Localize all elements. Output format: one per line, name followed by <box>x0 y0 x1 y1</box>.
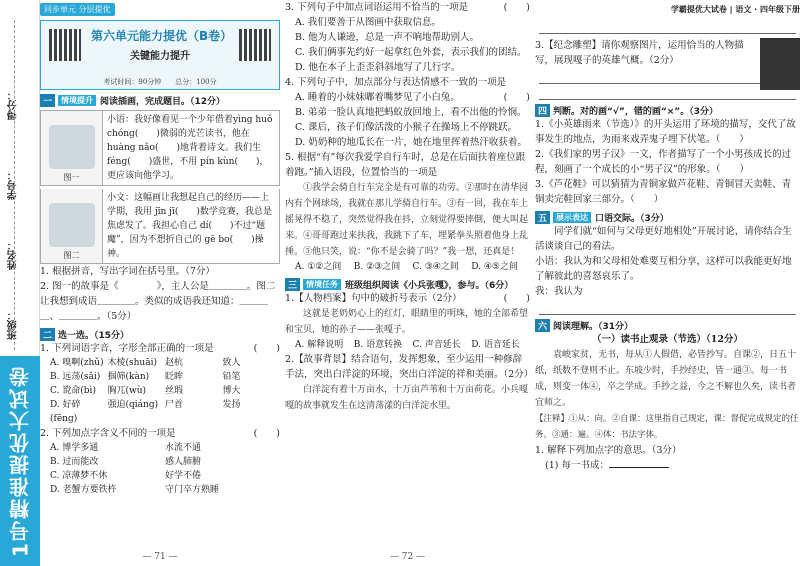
page-header-right <box>535 0 800 18</box>
title-box <box>40 20 280 90</box>
question-9: 1. 解释下列加点字的意思。（3分） <box>535 445 682 456</box>
illustration-1: 图一 小语：我好像看见一个少年借着yìng huǒ chóng( )微弱的光芒读书，他在huàng nǎo( )地背着诗文。我们生 féng( )盛世，不用 pín kùn( )，更应该向他学习。 <box>40 110 280 186</box>
exam-meta: 考试时间：90分钟 总分：100分 <box>103 78 217 86</box>
question-1: 1. 根据拼音，写出字词在括号里。（7分） <box>40 266 215 277</box>
section-1-heading: 一 情境提升 阅读插画，完成题目。（12分） <box>40 94 280 107</box>
answer-line[interactable] <box>539 18 796 34</box>
class-label: 班级： <box>8 310 19 340</box>
page-71 <box>40 0 280 566</box>
passage-6: 这就是老奶奶心上的红灯，眼睛里的明珠，她的全部希望和宝贝，她的孙子——张嘎子。 <box>285 309 529 335</box>
score-label: 得分： <box>8 90 19 120</box>
qr-code-icon <box>239 29 271 61</box>
judge-list: 1.《小英雄雨来（节选）》的开头运用了环境的描写，交代了故事发生的地点，为雨来戏弄鬼子埋下伏笔。（ ） 2.《我们家的男子汉》一文，作者描写了一个小男孩成长的过程，刻画了一个成长的小“男子汉”的形象。（ ） 3.《芦花鞋》可以猜猜为青铜家做芦花鞋、青铜冒天卖鞋、青铜卖完鞋回家三部分。（ ） <box>535 119 796 205</box>
question-2: 2. 图一的故事是《 》，主人公是＿＿＿＿。图二让我想到成语＿＿＿＿。类似的成语我还知道：＿＿＿＿、＿＿＿＿。（5分） <box>40 281 276 322</box>
question-5: 5. 根据“有”每次我爱学自行车时，总是在后面扶着座位跟着跑。”插入语段，位置恰当的一项是 <box>285 152 526 178</box>
section-2-heading: 二 选一选。（15分） <box>40 328 280 341</box>
illustration-2: 图二 小文：这幅画让我想起自己的经历——上学期，我用 jīn jī( )数学竞赛，我总是焦虑发了。我担心自己 dí( )不过“题魔”，因为不想折自己的 gē bo( )操神。 <box>40 189 280 264</box>
section-4-heading: 四 判断。对的画“√”，错的画“×”。（3分） <box>535 104 800 117</box>
qr-code-icon <box>49 29 81 61</box>
reading-boy-image <box>49 125 95 169</box>
options-4: A. 睡着的小妹妹嘟着嘴梦见了小白兔。 B. 弟弟一脸认真地把蚂蚁放回地上，看不出他的怜悯。 C. 课后，孩子们像活泼的小猴子在操场上不停跳跃。 D. 奶奶种的地瓜长在一片，她在地里挥着热汗收获着。 <box>295 92 527 148</box>
question-3: 3. 下列句子中加点词语运用不恰当的一项是 ( ) <box>285 2 530 13</box>
annotations: 【注释】①从：向。②自课：这里指自己规定，课：督促完成规定的任务。③通：遍。④体：书法字体。 <box>535 414 799 440</box>
section-5-heading: 五 展示表达 口语交际。（3分） <box>535 211 800 224</box>
page-number: — 71 — <box>142 552 178 562</box>
brand-logo: 1号精准提优大试卷 <box>0 356 40 566</box>
options-6: A. 解释说明 B. 语意转换 C. 声音延长 D. 语音延长 <box>295 340 520 350</box>
page-header <box>40 0 280 18</box>
passage-2: 小文：这幅画让我想起自己的经历——上学期，我用 jīn jī( )数学竞赛，我总是焦虑发了。我担心自己 dí( )不过“题魔”，因为不想折自己的 gē bo( )操神。 <box>107 193 272 259</box>
reading-title: （一）读书止观录（节选）（12分） <box>592 334 743 345</box>
section-5-example: 小语：我认为和父母相处难要互相分享，这样可以我能更好地了解彼此的喜怒哀乐了。 <box>535 256 792 282</box>
answer-line[interactable] <box>539 299 796 315</box>
section-3-heading: 三 情境任务 班级组织阅读《小兵张嘎》，参与。（6分） <box>285 278 530 291</box>
options-2-2: A. 博学多通 水流不通 B. 过而能改 感人肺腑 C. 凉薄梦不休 好学不倦 D. 老蟹方要铁杵 守门卒方熟睡 <box>50 443 220 495</box>
name-label: 姓名： <box>8 240 19 270</box>
options-2-1: A. 嗅啊(zhǔ) 木棱(shuāi) 赵杭 致人 B. 远荡(sǎi) 掴筛(kàn) 眨眸 铅笔 C. 谠命(bì) 胸兀(wù) 丝瑕 博大 D. 好碎(fēng) 强迫(qiáng) 尸首 发扬 <box>50 358 241 424</box>
student-no-label: 学号： <box>8 170 19 200</box>
unit-tag: 同步单元 分层提优 <box>40 3 115 16</box>
page-subtitle: 关键能力提升 <box>130 51 190 62</box>
page-number: — 72 — <box>389 552 426 562</box>
passage-1: 小语：我好像看见一个少年借着yìng huǒ chóng( )微弱的光芒读书，他在huàng nǎo( )地背着诗文。我们生 féng( )盛世，不用 pín kùn( )，更应该向他学习。 <box>107 115 273 181</box>
cut-line <box>14 20 15 350</box>
passage-7: 白洋淀有着十万亩水，十万亩芦苇和十万亩荷花。小兵嘎嘎的故事就发生在这清荡漾的白洋淀水里。 <box>285 385 529 411</box>
page-72 <box>285 0 534 566</box>
options-3: A. 我们要善于从图画中获取信息。 B. 他为人谦逊，总是一声不响地帮助别人。 C. 我们俩事先约好一起拿红色外套，表示我们的团结。 D. 他在本子上歪歪斜斜地写了几行字。 <box>295 17 527 73</box>
answer-line[interactable] <box>539 68 796 84</box>
question-8: 3.【纪念雕塑】请你观察图片，运用恰当的人物描写，展现嘎子的英雄气概。（2分） <box>535 38 800 68</box>
question-2-1: 1. 下列词语字音，字形全部正确的一项是 ( ) <box>40 343 280 354</box>
binding-sidebar <box>0 0 40 566</box>
question-7: 2.【故事背景】结合语句，发挥想象，至少运用一种修辞手法，突出白洋淀的环境，突出白洋淀的祥和美丽。（2分） <box>285 354 534 380</box>
page-title: 第六单元能力提优（B卷） <box>91 29 233 43</box>
series-title: 学霸提优大试卷 | 语文 · 四年级下册 <box>670 4 800 14</box>
answer-blank[interactable] <box>609 467 669 468</box>
options-5: A. ①②之间 B. ②③之间 C. ③④之间 D. ④⑤之间 <box>295 262 519 272</box>
statue-photo <box>760 38 800 90</box>
page-72-right <box>535 0 800 566</box>
question-2-2: 2. 下列加点字含义不同的一项是 ( ) <box>40 428 280 439</box>
passage-5: ①我学会骑自行车完全是有可靠的功劳。②那时在清华园内有个网球场，我就在那儿学骑自行车。③有一回，我在车上摇晃得不稳了，突然觉得我在抖，立刻觉得要摔倒，便大叫起来。④哥哥跑过来扶我，我跳下了车，埋紧拳头照着他身上乱捶。⑤他只笑，说：“你不是会骑了吗？”我一想，还真是！ <box>285 183 529 257</box>
studying-child-image <box>49 203 95 247</box>
question-4: 4. 下列句子中，加点部分与表达情感不一致的一项是 ( ) <box>285 77 530 103</box>
section-6-heading: 六 阅读理解。（31分） <box>535 319 800 332</box>
section-5-me: 我：我认为 <box>535 286 583 297</box>
question-6: 1.【人物档案】句中的破折号表示（2分） ( ) <box>285 293 530 304</box>
classical-passage: 袁峻家贫，无书，每从①人假借，必皆抄写。自课②，日五十纸，纸数不登则不止。东坡少时，手抄经史，皆一通③。每一书成，则变一体④，卒之学成。手抄之益，今之不解也久矣，读书者宜师之。 <box>535 350 797 408</box>
answer-line[interactable] <box>539 84 796 100</box>
section-5-prompt: 同学们就“如何与父母更好地相处”开展讨论，请你结合生活谈谈自己的看法。 <box>535 226 792 252</box>
question-9-1: (1) 每一书成： <box>535 458 800 473</box>
